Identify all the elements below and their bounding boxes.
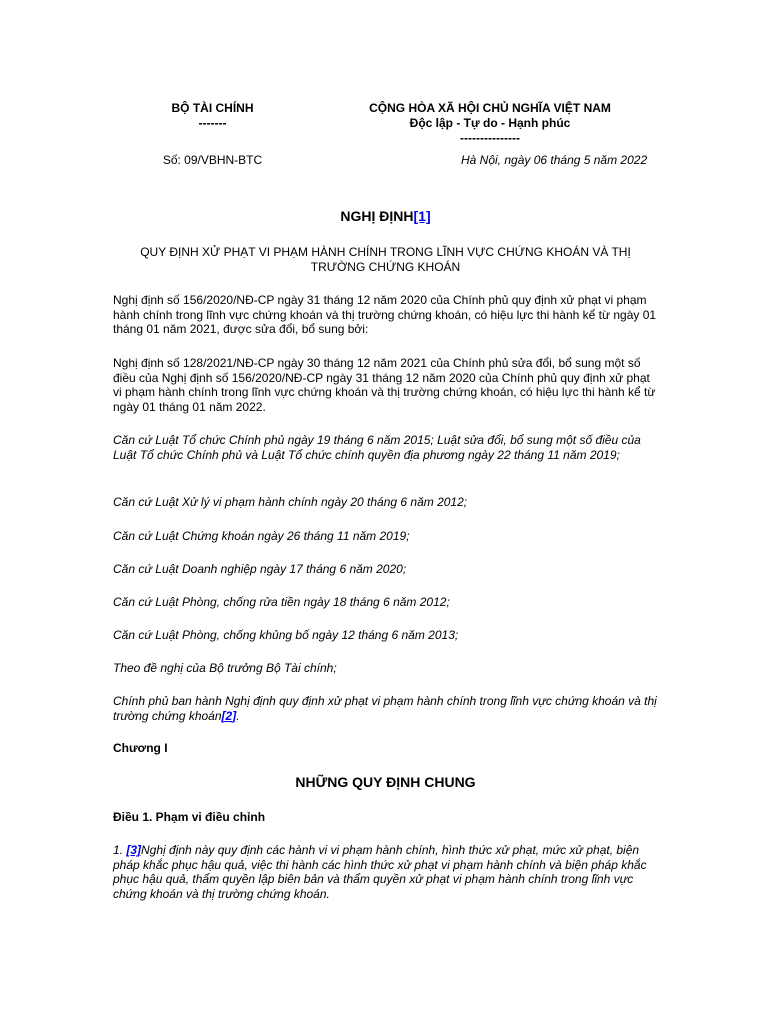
promulgation-text: Chính phủ ban hành Nghị định quy định xử phạt vi phạm hành chính trong lĩnh vực chứng khoán và thị trường chứng khoán (113, 694, 657, 723)
promulgation-end: . (236, 708, 240, 723)
proposal-line: Theo đề nghị của Bộ trưởng Bộ Tài chính; (113, 661, 337, 675)
legal-basis-3: Căn cứ Luật Chứng khoán ngày 26 tháng 11 năm 2019; (113, 529, 410, 543)
clause-number: 1. (113, 843, 127, 857)
footnote-link-3[interactable]: [3] (126, 843, 142, 857)
document-title-text: NGHỊ ĐỊNH (340, 208, 414, 224)
legal-basis-1: Căn cứ Luật Tổ chức Chính phủ ngày 19 tháng 6 năm 2015; Luật sửa đổi, bổ sung một số điều của Luật Tổ chức Chính phủ và Luật Tổ chức chính quyền địa phương ngày 22 tháng 11 năm 2019; (113, 433, 641, 462)
document-number: Số: 09/VBHN-BTC (162, 153, 263, 167)
footnote-link-2[interactable]: [2] (221, 708, 237, 723)
promulgation-paragraph (113, 694, 658, 723)
article-1-heading: Điều 1. Phạm vi điều chỉnh (113, 810, 266, 824)
ministry-name: BỘ TÀI CHÍNH (171, 101, 254, 115)
chapter-title: NHỮNG QUY ĐỊNH CHUNG (295, 774, 476, 790)
document-subtitle: QUY ĐỊNH XỬ PHẠT VI PHẠM HÀNH CHÍNH TRONG LĨNH VỰC CHỨNG KHOÁN VÀ THỊ TRƯỜNG CHỨNG KHOÁN (140, 245, 631, 274)
motto-separator: --------------- (460, 131, 520, 145)
intro-paragraph-2: Nghị định số 128/2021/NĐ-CP ngày 30 tháng 12 năm 2021 của Chính phủ sửa đổi, bổ sung một số điều của Nghị định số 156/2020/NĐ-CP ngày 31 tháng 12 năm 2020 của Chính phủ quy định xử phạt vi phạm hành chính trong lĩnh vực chứng khoán và thị trường chứng khoán, có hiệu lực thi hành kể từ ngày 01 tháng 01 năm 2022. (113, 356, 656, 414)
footnote-link-1[interactable]: [1] (413, 208, 431, 224)
legal-basis-2: Căn cứ Luật Xử lý vi phạm hành chính ngày 20 tháng 6 năm 2012; (113, 495, 468, 509)
national-motto: Độc lập - Tự do - Hạnh phúc (409, 116, 571, 130)
legal-basis-5: Căn cứ Luật Phòng, chống rửa tiền ngày 18 tháng 6 năm 2012; (113, 595, 450, 609)
ministry-separator: ------- (198, 116, 227, 130)
place-date: Hà Nội, ngày 06 tháng 5 năm 2022 (461, 153, 648, 167)
legal-basis-4: Căn cứ Luật Doanh nghiệp ngày 17 tháng 6 năm 2020; (113, 562, 407, 576)
article-1-clause-1 (113, 843, 658, 901)
legal-basis-6: Căn cứ Luật Phòng, chống khủng bố ngày 12 tháng 6 năm 2013; (113, 628, 459, 642)
country-name: CỘNG HÒA XÃ HỘI CHỦ NGHĨA VIỆT NAM (369, 101, 611, 115)
intro-paragraph-1: Nghị định số 156/2020/NĐ-CP ngày 31 tháng 12 năm 2020 của Chính phủ quy định xử phạt vi phạm hành chính trong lĩnh vực chứng khoán và thị trường chứng khoán, có hiệu lực thi hành kể từ ngày 01 tháng 01 năm 2021, được sửa đổi, bổ sung bởi: (113, 293, 657, 336)
chapter-label: Chương I (113, 741, 168, 755)
document-title (113, 209, 658, 224)
clause-text: Nghị định này quy định các hành vi vi phạm hành chính, hình thức xử phạt, mức xử phạt, biện pháp khắc phục hậu quả, việc thi hành các hình thức xử phạt vi phạm hành chính và biện pháp khắc phục hậu quả, thẩm quyền lập biên bản và thẩm quyền xử phạt vi phạm hành chính trong lĩnh vực chứng khoán và thị trường chứng khoán. (113, 843, 647, 901)
